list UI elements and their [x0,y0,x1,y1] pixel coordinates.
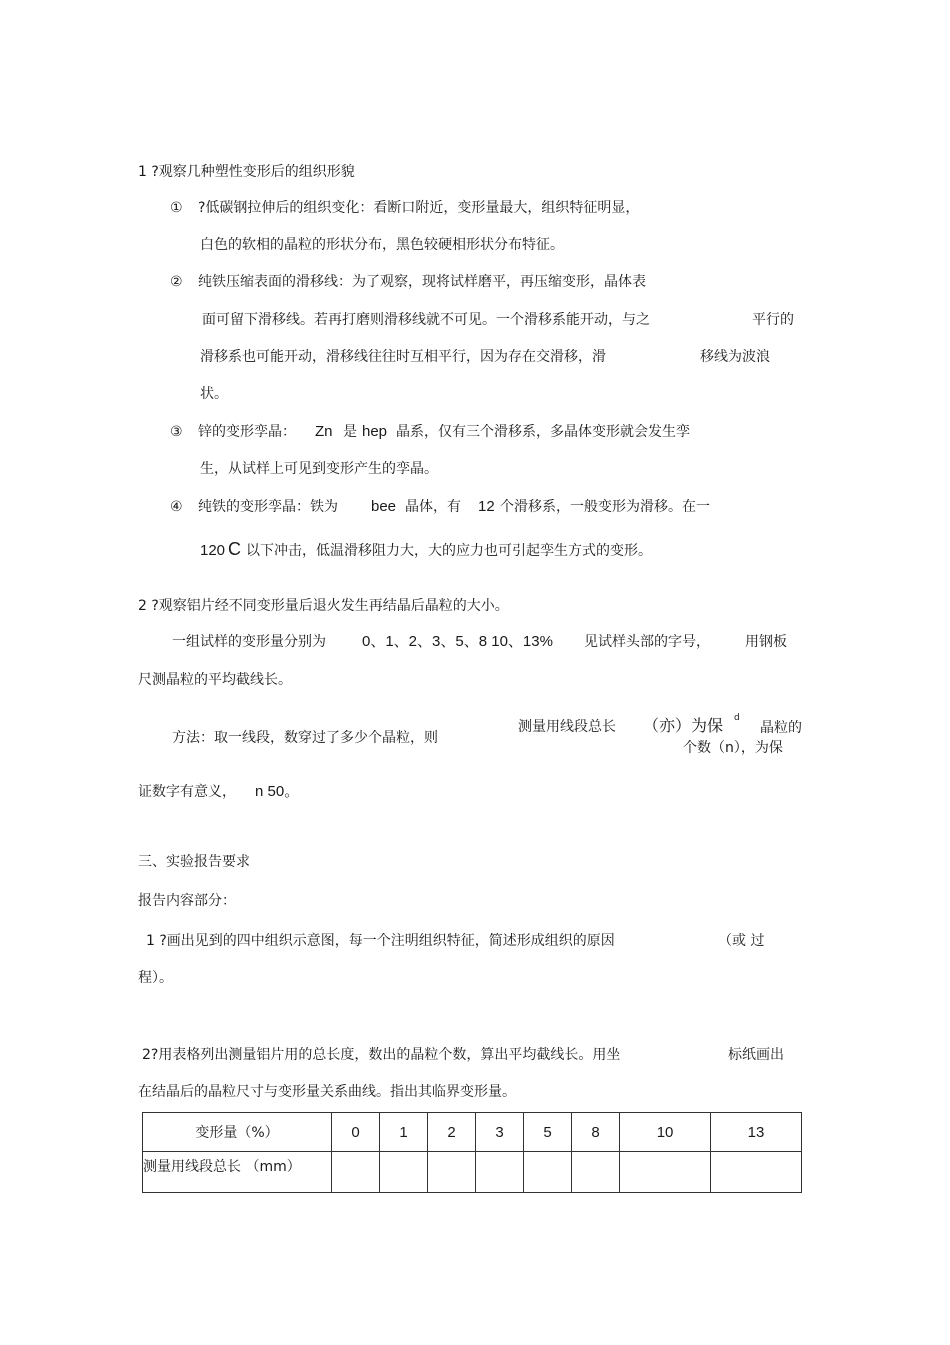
table-cell-empty [380,1152,428,1193]
requirement2-a: 2?用表格列出测量铝片用的总长度，数出的晶粒个数，算出平均截线长。用坐 [142,1047,621,1063]
item2-line3b: 移线为波浪 [700,349,770,365]
section1-heading: 1 ?观察几种塑性变形后的组织形貌 [138,164,355,180]
table-cell-empty [476,1152,524,1193]
item1-marker: ① [170,200,183,216]
requirement2-c: 在结晶后的晶粒尺寸与变形量关系曲线。指出其临界变形量。 [138,1084,516,1100]
item3-line1d: hep [362,423,388,440]
section2-heading: 2 ?观察铝片经不同变形量后退火发生再结晶后晶粒的大小。 [138,598,509,614]
formula-denominator: 个数（n），为保 [683,740,783,756]
table-cell: 5 [524,1113,572,1152]
requirement2-b: 标纸画出 [728,1047,784,1063]
requirement1-b: （或 过 [718,933,765,949]
item3-line1a: 锌的变形孪晶： [198,424,296,440]
item2-line3a: 滑移系也可能开动，滑移线往往时互相平行，因为存在交滑移，滑 [200,349,606,365]
table-cell: 8 [572,1113,620,1152]
item4-line1d: 12 [478,498,495,515]
item3-line2: 生，从试样上可见到变形产生的孪晶。 [200,461,438,477]
formula-numerator: 测量用线段总长 [518,719,616,735]
item2-line1: 纯铁压缩表面的滑移线：为了观察，现将试样磨平，再压缩变形，晶体表 [198,274,646,290]
requirement1-c: 程）。 [138,970,173,986]
item4-line1b: bee [371,498,397,515]
method-text: 方法：取一线段，数穿过了多少个晶粒，则 [172,730,438,746]
item4-marker: ④ [170,499,183,515]
formula-symbol: （亦）为保 [643,716,724,735]
requirement1-a: 1 ?画出见到的四中组织示意图，每一个注明组织特征，简述形成组织的原因 [146,933,615,949]
item4-line2a: 120 [200,542,226,559]
section2-para3a: 证数字有意义， [138,784,236,800]
item3-marker: ③ [170,424,183,440]
row1-label: 变形量（%） [143,1113,332,1152]
section2-para2: 尺测晶粒的平均截线长。 [138,672,292,688]
table-cell: 0 [332,1113,380,1152]
table-cell-empty [711,1152,802,1193]
section2-para3b: n 50。 [255,783,300,800]
table-cell-empty [332,1152,380,1193]
item3-line1e: 晶系，仅有三个滑移系，多晶体变形就会发生孪 [396,424,690,440]
item4-line1c: 晶体，有 [405,499,461,515]
item1-line1: ?低碳钢拉伸后的组织变化：看断口附近，变形量最大，组织特征明显， [198,200,640,216]
section2-para1b: 0、1、2、3、5、8 10、13% [362,633,553,650]
table-cell-empty [572,1152,620,1193]
table-cell-empty [524,1152,572,1193]
item2-line4: 状。 [200,386,228,402]
item4-line1a: 纯铁的变形孪晶：铁为 [198,499,338,515]
section3-sub: 报告内容部分： [138,893,236,909]
item2-line2b: 平行的 [752,312,794,328]
table-cell-empty [428,1152,476,1193]
table-cell-empty [620,1152,711,1193]
measurement-table [142,1112,802,1193]
table-cell: 13 [711,1113,802,1152]
item4-line1e: 个滑移系，一般变形为滑移。在一 [500,499,710,515]
item2-marker: ② [170,274,183,290]
table-cell: 1 [380,1113,428,1152]
row2-label: 测量用线段总长 （mm） [143,1152,332,1193]
item1-line2: 白色的软相的晶粒的形状分布，黑色较硬相形状分布特征。 [200,237,564,253]
item2-line2a: 面可留下滑移线。若再打磨则滑移线就不可见。一个滑移系能开动，与之 [202,312,650,328]
section3-heading: 三、实验报告要求 [138,854,250,870]
item3-line1c: 是 [343,424,357,440]
table-cell: 3 [476,1113,524,1152]
table-cell: 10 [620,1113,711,1152]
table-row [143,1152,802,1193]
item4-line2b: C [228,539,241,559]
section2-para1c: 见试样头部的字号， [584,634,710,650]
table-cell: 2 [428,1113,476,1152]
item3-line1b: Zn [315,423,333,440]
section2-para1d: 用钢板 [745,634,787,650]
item4-line2c: 以下冲击，低温滑移阻力大，大的应力也可引起孪生方式的变形。 [246,543,652,559]
formula-superscript: d [734,713,740,723]
section2-para1a: 一组试样的变形量分别为 [172,634,326,650]
formula-grain-label: 晶粒的 [760,720,802,736]
table-row [143,1113,802,1152]
